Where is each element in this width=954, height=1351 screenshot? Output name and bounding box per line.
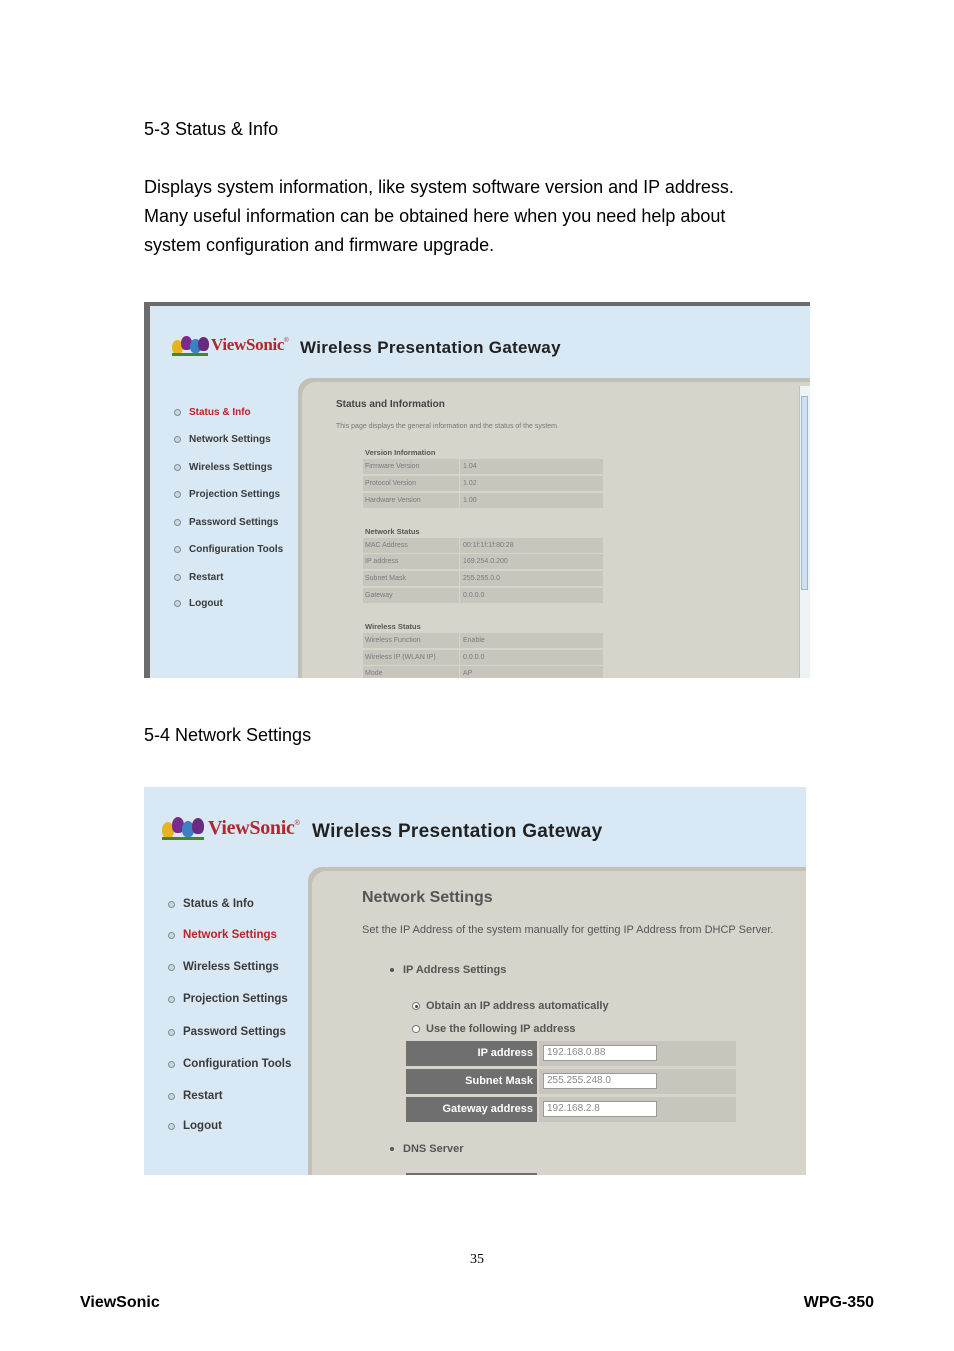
group-title: Version Information [365, 448, 436, 457]
brand-name: ViewSonic [211, 335, 285, 354]
sidebar-item-wireless-settings[interactable]: Wireless Settings [174, 462, 272, 473]
sidebar-item-status-info[interactable]: Status & Info [168, 898, 254, 910]
sidebar-item-password-settings[interactable]: Password Settings [174, 517, 278, 528]
bullet-icon [174, 519, 181, 526]
bullet-icon [174, 600, 181, 607]
sidebar-item-projection-settings[interactable]: Projection Settings [168, 993, 288, 1005]
section-heading-status-info: 5-3 Status & Info [144, 119, 279, 139]
table-row: Subnet Mask 255.255.0.0 [363, 571, 603, 586]
scrollbar-thumb[interactable] [801, 396, 808, 590]
radio-obtain-automatically[interactable]: Obtain an IP address automatically [412, 1000, 609, 1012]
dns-server-heading: DNS Server [390, 1143, 464, 1155]
sidebar-item-logout[interactable]: Logout [174, 598, 223, 609]
network-settings-screenshot [144, 787, 806, 1175]
radio-button[interactable] [412, 1025, 420, 1033]
sidebar-item-network-settings[interactable]: Network Settings [168, 929, 277, 941]
panel-title: Network Settings [362, 889, 493, 906]
bullet-icon [390, 1147, 394, 1151]
bullet-icon [168, 901, 175, 908]
gateway-address-row [406, 1097, 736, 1122]
paragraph-line: Displays system information, like system software version and IP address. [144, 177, 734, 197]
paragraph-line: system configuration and firmware upgrade. [144, 235, 495, 255]
sidebar-item-network-settings[interactable]: Network Settings [174, 434, 271, 445]
brand-name: ViewSonic [208, 816, 295, 839]
radio-button-selected[interactable] [412, 1002, 420, 1010]
ip-address-input[interactable]: 192.168.0.88 [543, 1045, 657, 1061]
bullet-icon [168, 1061, 175, 1068]
footer-model: WPG-350 [803, 1294, 874, 1311]
sidebar-item-logout[interactable]: Logout [168, 1120, 222, 1132]
ip-address-label: IP address [406, 1041, 537, 1066]
bullet-icon [168, 996, 175, 1003]
table-row: IP address 169.254.0.200 [363, 554, 603, 569]
network-settings-panel [312, 871, 806, 1175]
bullet-icon [168, 964, 175, 971]
table-row: Wireless IP (WLAN IP) 0.0.0.0 [363, 650, 603, 665]
section-heading-network-settings: 5-4 Network Settings [144, 725, 312, 745]
birds-logo-icon [162, 815, 204, 841]
bullet-icon [168, 932, 175, 939]
viewsonic-logo: ViewSonic ® [172, 334, 289, 356]
bullet-icon [168, 1093, 175, 1100]
panel-description: Set the IP Address of the system manually for getting IP Address from DHCP Server. [362, 924, 774, 936]
table-row: MAC Address 00:1f:1f:1f:80:28 [363, 538, 603, 553]
radio-use-following[interactable]: Use the following IP address [412, 1023, 576, 1035]
bullet-icon [174, 436, 181, 443]
ip-address-row [406, 1041, 736, 1066]
gateway-address-label: Gateway address [406, 1097, 537, 1122]
birds-logo-icon [172, 334, 208, 356]
subnet-mask-label: Subnet Mask [406, 1069, 537, 1094]
sidebar-item-configuration-tools[interactable]: Configuration Tools [168, 1058, 291, 1070]
bullet-icon [174, 491, 181, 498]
status-info-screenshot [144, 302, 810, 678]
bullet-icon [174, 574, 181, 581]
section-paragraph [144, 173, 734, 260]
table-row: Firmware Version 1.04 [363, 459, 603, 474]
sidebar-item-wireless-settings[interactable]: Wireless Settings [168, 961, 279, 973]
bullet-icon [174, 464, 181, 471]
footer-brand: ViewSonic [80, 1294, 160, 1311]
table-row: Hardware Version 1.00 [363, 493, 603, 508]
page-number: 35 [470, 1252, 484, 1267]
paragraph-line: Many useful information can be obtained here when you need help about [144, 206, 726, 226]
sidebar-item-projection-settings[interactable]: Projection Settings [174, 489, 280, 500]
table-row: Wireless Function Enable [363, 633, 603, 648]
viewsonic-logo: ViewSonic ® [162, 815, 300, 841]
status-panel [302, 382, 810, 678]
panel-description: This page displays the general information and the status of the system. [336, 423, 559, 430]
table-row: Protocol Version 1.02 [363, 476, 603, 491]
group-title: Wireless Status [365, 622, 421, 631]
sidebar-item-configuration-tools[interactable]: Configuration Tools [174, 544, 283, 555]
ip-address-settings-heading: IP Address Settings [390, 964, 506, 976]
sidebar-item-restart[interactable]: Restart [168, 1090, 223, 1102]
sidebar-item-status-info[interactable]: Status & Info [174, 407, 251, 418]
panel-title: Status and Information [336, 399, 445, 410]
bullet-icon [174, 409, 181, 416]
gateway-title: Wireless Presentation Gateway [312, 821, 603, 842]
table-row: Mode AP [363, 666, 603, 678]
bullet-icon [168, 1123, 175, 1130]
sidebar-item-password-settings[interactable]: Password Settings [168, 1026, 286, 1038]
sidebar-item-restart[interactable]: Restart [174, 572, 223, 583]
group-title: Network Status [365, 527, 420, 536]
gateway-address-input[interactable]: 192.168.2.8 [543, 1101, 657, 1117]
table-row: Gateway 0.0.0.0 [363, 588, 603, 603]
subnet-mask-row [406, 1069, 736, 1094]
subnet-mask-input[interactable]: 255.255.248.0 [543, 1073, 657, 1089]
bullet-icon [168, 1029, 175, 1036]
bullet-icon [390, 968, 394, 972]
bullet-icon [174, 546, 181, 553]
vertical-scrollbar[interactable] [799, 386, 810, 678]
gateway-title: Wireless Presentation Gateway [300, 338, 561, 357]
